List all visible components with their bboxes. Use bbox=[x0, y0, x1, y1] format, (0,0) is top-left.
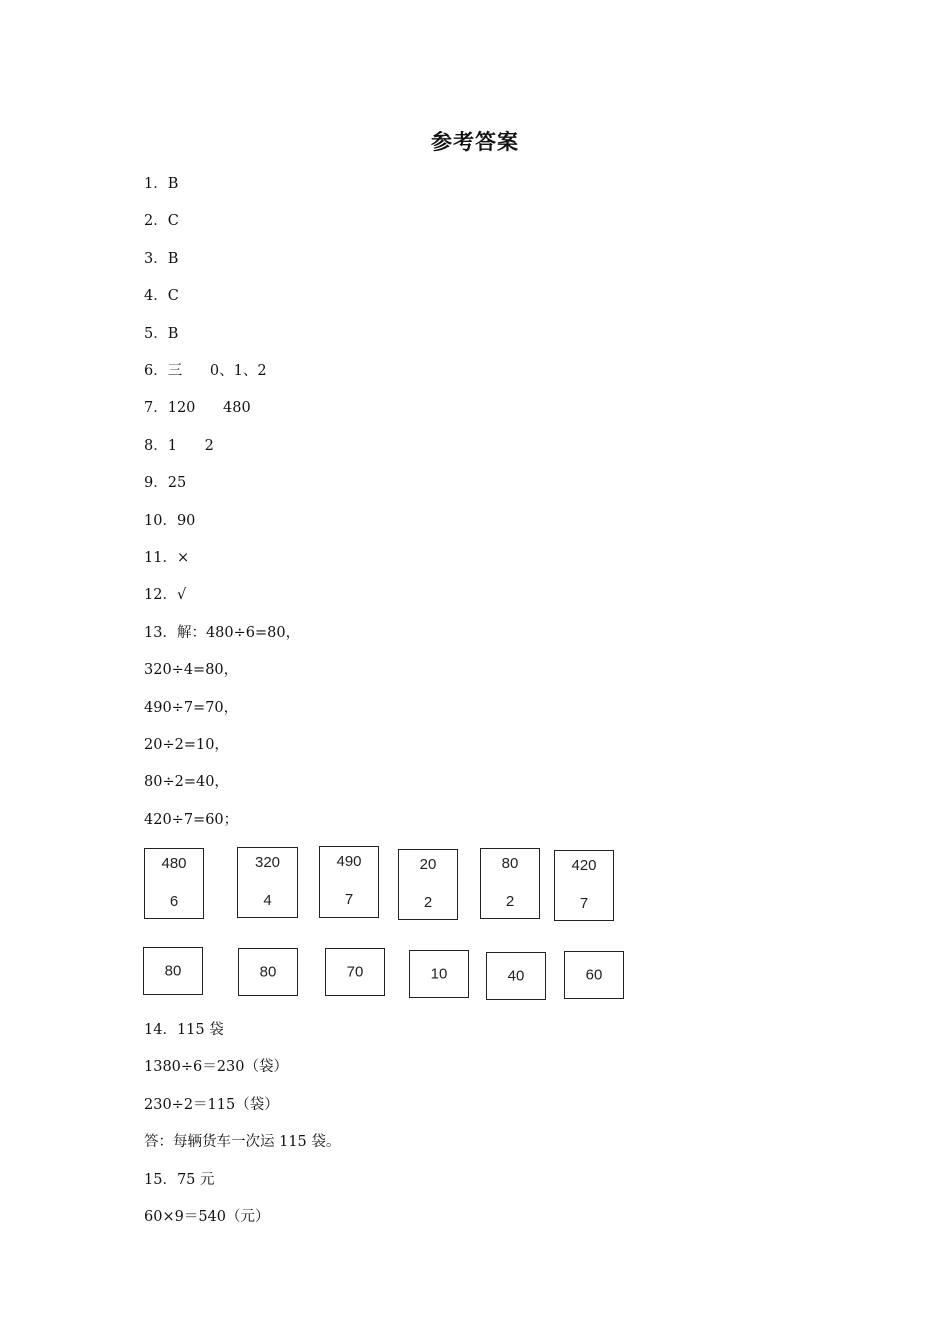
result-box bbox=[143, 947, 203, 995]
answer-line: 6．三 0、1、2 bbox=[144, 363, 267, 379]
quotient: 80 bbox=[164, 962, 182, 980]
dividend: 20 bbox=[419, 856, 437, 873]
division-box bbox=[554, 850, 614, 921]
answer-line: 1．B bbox=[144, 176, 179, 192]
division-box bbox=[237, 847, 298, 918]
answer-line: 60×9＝540（元） bbox=[144, 1209, 270, 1225]
dividend: 420 bbox=[571, 857, 597, 874]
answer-line: 5．B bbox=[144, 325, 179, 342]
quotient: 80 bbox=[259, 963, 277, 981]
answer-line: 11．× bbox=[144, 550, 190, 566]
page-title: 参考答案 bbox=[431, 130, 519, 154]
quotient: 10 bbox=[430, 965, 448, 983]
answer-line: 7．120 480 bbox=[144, 400, 251, 417]
dividend: 490 bbox=[336, 853, 362, 870]
answer-line: 13．解：480÷6=80， bbox=[144, 624, 301, 641]
result-box bbox=[564, 951, 624, 999]
answer-line: 230÷2＝115（袋） bbox=[144, 1096, 279, 1113]
answer-line: 320÷4=80， bbox=[144, 662, 239, 679]
answer-line: 12．√ bbox=[144, 587, 187, 604]
dividend: 480 bbox=[161, 855, 187, 872]
answer-line: 80÷2=40， bbox=[144, 774, 229, 791]
answer-line: 2．C bbox=[144, 213, 179, 230]
quotient: 40 bbox=[507, 967, 525, 985]
result-box bbox=[325, 948, 385, 996]
division-box bbox=[480, 848, 540, 919]
division-box bbox=[144, 848, 204, 919]
answer-line: 9．25 bbox=[144, 475, 187, 492]
quotient: 70 bbox=[346, 963, 364, 981]
dividend: 80 bbox=[501, 855, 519, 872]
answer-line: 420÷7=60； bbox=[144, 811, 239, 828]
division-box bbox=[319, 846, 379, 918]
result-box bbox=[409, 950, 469, 998]
result-box bbox=[486, 952, 546, 1000]
answer-line: 15．75 元 bbox=[144, 1171, 215, 1188]
dividend: 320 bbox=[254, 854, 281, 871]
answer-line: 490÷7=70， bbox=[144, 699, 239, 716]
answer-line: 3．B bbox=[144, 250, 179, 267]
division-box bbox=[398, 849, 458, 920]
answer-line: 8．1 2 bbox=[144, 437, 214, 454]
answer-line: 14．115 袋 bbox=[144, 1022, 224, 1038]
divisor: 2 bbox=[505, 893, 515, 910]
divisor: 2 bbox=[423, 894, 433, 911]
answer-line: 4．C bbox=[144, 288, 179, 305]
divisor: 7 bbox=[579, 895, 589, 912]
answer-line: 1380÷6＝230（袋） bbox=[144, 1059, 288, 1076]
divisor: 6 bbox=[169, 893, 179, 910]
answer-line: 20÷2=10， bbox=[144, 737, 229, 753]
answer-line: 10．90 bbox=[144, 512, 196, 529]
quotient: 60 bbox=[585, 966, 603, 984]
answer-line: 答：每辆货车一次运 115 袋。 bbox=[144, 1134, 341, 1151]
divisor: 4 bbox=[263, 892, 272, 909]
divisor: 7 bbox=[344, 891, 354, 908]
result-box bbox=[238, 948, 298, 996]
